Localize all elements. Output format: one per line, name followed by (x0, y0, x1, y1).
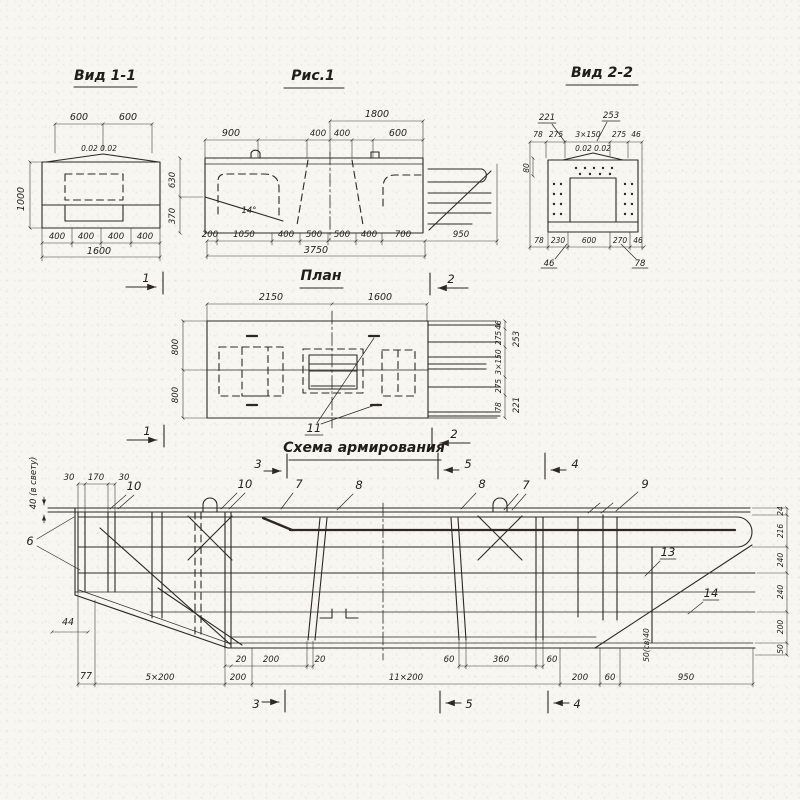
dim: 500 (305, 230, 323, 240)
dim: 370 (168, 207, 178, 225)
pos-10: 10 (237, 477, 253, 491)
callout-78: 78 (634, 259, 646, 269)
dim: 950 (677, 673, 695, 683)
dim: 78 (534, 236, 544, 245)
dim: 240 (776, 584, 785, 600)
dim: 275 (611, 130, 627, 139)
slope-note: 0.02 0.02 (575, 144, 611, 153)
bar-mark-253: 253 (512, 330, 522, 348)
dim: 630 (168, 171, 178, 189)
dim: 400 (309, 129, 327, 139)
dim: 60 (546, 655, 558, 665)
section-mark-4: 4 (571, 457, 579, 471)
dim: 20 (235, 655, 247, 665)
section-marks-1-2 (126, 271, 470, 450)
view-1-1-title: Вид 1-1 (74, 68, 136, 84)
plan-title: План (300, 268, 342, 284)
dim: 24 (776, 506, 785, 516)
dim: 1800 (364, 109, 390, 120)
dim: 200 (229, 673, 247, 683)
dim: 600 (388, 128, 408, 139)
dim-77: 77 (79, 671, 93, 682)
slope-angle: 14° (241, 206, 257, 216)
dim: 46 (494, 320, 503, 330)
dim: 80 (522, 163, 531, 173)
bar-mark-221: 221 (512, 396, 522, 414)
callout-46: 46 (543, 259, 555, 269)
clear-note: 40 (в свету) (29, 456, 39, 510)
section-mark-3: 3 (254, 457, 262, 471)
section-mark-1: 1 (142, 271, 150, 285)
fig-1 (168, 68, 497, 259)
dim: 1600 (367, 292, 393, 303)
bar-mark-253: 253 (602, 111, 620, 121)
pos-8: 8 (478, 477, 486, 491)
dim: 200 (262, 655, 280, 665)
pos-8: 8 (355, 478, 363, 492)
dim: 1050 (233, 230, 255, 240)
pos-10: 10 (126, 479, 142, 493)
section-mark-4: 4 (573, 697, 581, 711)
dim-total: 3750 (303, 245, 329, 256)
lifting-loop (371, 152, 379, 158)
fig-1-title: Рис.1 (291, 68, 335, 84)
dim: 200 (571, 673, 589, 683)
lifting-loop (493, 498, 507, 512)
bar-mark-221: 221 (538, 113, 556, 123)
dim: 400 (277, 230, 295, 240)
dim: 950 (452, 230, 470, 240)
view-2-2-title: Вид 2-2 (571, 65, 633, 81)
reinforcement-scheme (26, 440, 787, 713)
dim: 200 (201, 230, 219, 240)
dim: 400 (333, 129, 351, 139)
slope-note: 0.02 0.02 (81, 144, 117, 153)
lifting-loop (203, 498, 217, 512)
dim: 30 (63, 473, 75, 483)
section-mark-1: 1 (143, 424, 151, 438)
pos-7: 7 (295, 477, 303, 491)
dim: 400 (360, 230, 378, 240)
dim: 216 (776, 523, 785, 539)
dim: 600 (581, 236, 597, 245)
dim: 360 (492, 655, 510, 665)
dim: 500 (333, 230, 351, 240)
dim: 275 (494, 330, 503, 346)
dim: 800 (171, 386, 181, 404)
dim: 400 (48, 232, 66, 242)
view-1-1 (16, 68, 160, 261)
dim: 2150 (258, 292, 284, 303)
dim: 5×200 (145, 673, 175, 683)
dim: 700 (394, 230, 412, 240)
dim: 400 (107, 232, 125, 242)
section-mark-2: 2 (450, 427, 458, 441)
dim: 78 (494, 402, 503, 412)
pos-13: 13 (660, 545, 676, 559)
section-mark-5: 5 (465, 697, 473, 711)
dim: 400 (77, 232, 95, 242)
pos-14: 14 (703, 586, 719, 600)
dim: 600 (69, 112, 89, 123)
dim: 46 (633, 236, 643, 245)
scheme-title: Схема армирования (283, 440, 445, 456)
clear-note-right: 50(св)40 (642, 628, 651, 662)
dim: 3×150 (575, 130, 601, 139)
dim: 3×150 (494, 349, 503, 375)
callout-11: 11 (306, 421, 322, 435)
section-mark-2: 2 (447, 272, 455, 286)
dim: 900 (221, 128, 241, 139)
pos-7: 7 (522, 478, 530, 492)
dim: 275 (494, 378, 503, 394)
rebar-dots (553, 167, 633, 215)
dim: 200 (776, 619, 785, 635)
section-mark-3: 3 (252, 697, 260, 711)
dim: 800 (171, 338, 181, 356)
plan-view (171, 268, 522, 435)
dim: 270 (612, 236, 628, 245)
dim: 170 (87, 473, 105, 483)
dim: 30 (118, 473, 130, 483)
dim: 60 (443, 655, 455, 665)
protruding-bar (428, 169, 486, 182)
dim: 240 (776, 552, 785, 568)
dim: 46 (631, 130, 641, 139)
view-2-2 (522, 65, 648, 269)
dim: 20 (314, 655, 326, 665)
dim: 60 (604, 673, 616, 683)
pos-6: 6 (26, 534, 34, 548)
pos-9: 9 (641, 477, 649, 491)
dim: 275 (548, 130, 564, 139)
dim: 78 (533, 130, 543, 139)
dim: 11×200 (388, 673, 424, 683)
section-mark-5: 5 (464, 457, 472, 471)
lifting-loop (251, 150, 260, 158)
dim-total: 1600 (86, 246, 112, 257)
dim-44: 44 (61, 617, 75, 628)
dim: 400 (136, 232, 154, 242)
dim: 600 (118, 112, 138, 123)
dim-height: 1000 (16, 186, 27, 212)
dim: 230 (550, 236, 566, 245)
dim: 50 (776, 644, 785, 654)
